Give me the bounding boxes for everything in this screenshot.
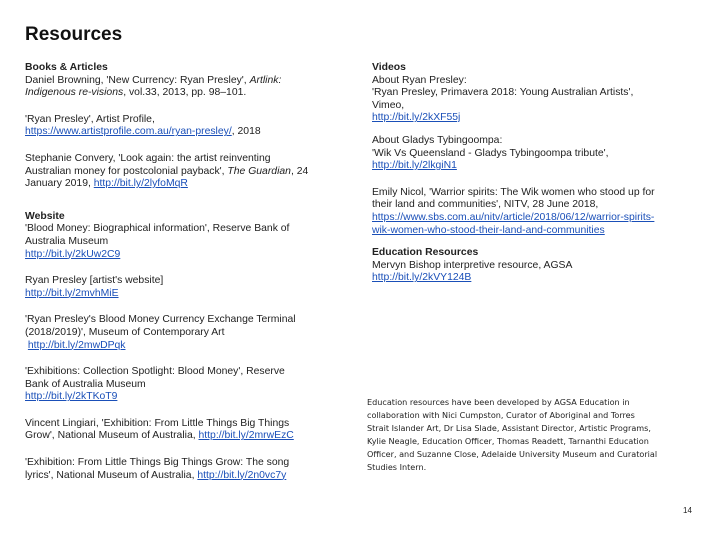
left-column bbox=[25, 62, 340, 496]
web5-line1: Vincent Lingiari, 'Exhibition: From Little Things Big Things bbox=[25, 417, 290, 429]
edu1-line1: Mervyn Bishop interpretive resource, AGSA bbox=[372, 259, 573, 271]
vid2-link[interactable]: http://bit.ly/2lkgiN1 bbox=[372, 160, 457, 172]
book2-entry bbox=[25, 114, 340, 139]
web1-link[interactable]: http://bit.ly/2kUw2C9 bbox=[25, 248, 121, 260]
book3-entry bbox=[25, 153, 340, 191]
web5-link[interactable]: http://bit.ly/2mrwEzC bbox=[198, 430, 294, 442]
vid2-entry bbox=[372, 135, 682, 173]
web3-line1: 'Ryan Presley's Blood Money Currency Exchange Terminal bbox=[25, 314, 296, 326]
website-heading: Website bbox=[25, 210, 65, 222]
vid3-link-part1[interactable]: https://www.sbs.com.au/nitv/article/2018/06/12/warrior-spirits- bbox=[372, 211, 655, 223]
vid3-link-line1 bbox=[372, 212, 682, 225]
web5-entry bbox=[25, 418, 340, 443]
vid2-line1: About Gladys Tybingoompa: bbox=[372, 134, 503, 146]
videos-section bbox=[372, 62, 682, 125]
web4-link[interactable]: http://bit.ly/2kTKoT9 bbox=[25, 391, 118, 403]
note-line6: Studies Intern. bbox=[367, 462, 427, 473]
note-line1: Education resources have been developed by AGSA Education in bbox=[367, 397, 630, 407]
web2-link-line bbox=[25, 288, 340, 301]
website-section bbox=[25, 211, 340, 261]
vid3-entry bbox=[372, 187, 682, 237]
web3-link-line bbox=[25, 340, 340, 353]
web4-line2: Bank of Australia Museum bbox=[25, 378, 146, 390]
right-column bbox=[372, 62, 682, 299]
books-heading: Books & Articles bbox=[25, 62, 108, 73]
web3-entry bbox=[25, 314, 340, 352]
book1-line2: Indigenous re-visions, vol.33, 2013, pp. 98–101. bbox=[25, 87, 247, 99]
vid1-line3: Vimeo, bbox=[372, 99, 405, 111]
web4-link-line bbox=[25, 391, 340, 404]
education-section bbox=[372, 247, 682, 285]
education-credits-note bbox=[367, 396, 697, 475]
web1-line2: Australia Museum bbox=[25, 235, 109, 247]
vid3-line2: their land and communities', NITV, 28 June 2018, bbox=[372, 199, 599, 211]
web6-entry bbox=[25, 457, 340, 482]
vid1-link[interactable]: http://bit.ly/2kXF55j bbox=[372, 112, 461, 124]
web2-link[interactable]: http://bit.ly/2mvhMiE bbox=[25, 287, 119, 299]
book3-line1: Stephanie Convery, 'Look again: the artist reinventing bbox=[25, 152, 271, 164]
videos-heading: Videos bbox=[372, 62, 406, 73]
vid3-link-line2 bbox=[372, 225, 682, 238]
web3-link[interactable]: http://bit.ly/2mwDPqk bbox=[27, 339, 126, 351]
vid2-link-line bbox=[372, 160, 682, 173]
web6-line2: lyrics', National Museum of Australia, http://bit.ly/2n0vc7y bbox=[25, 469, 287, 481]
book2-line2: https://www.artistprofile.com.au/ryan-presley/, 2018 bbox=[25, 126, 261, 138]
web4-entry bbox=[25, 366, 340, 404]
page-title: Resources bbox=[25, 24, 123, 45]
note-line3: Strait Islander Art, Dr Lisa Slade, Assistant Director, Artistic Programs, bbox=[367, 423, 651, 434]
books-articles-section bbox=[25, 62, 340, 100]
vid2-line2: 'Wik Vs Queensland - Gladys Tybingoompa tribute', bbox=[372, 147, 609, 159]
vid1-line2: 'Ryan Presley, Primavera 2018: Young Australian Artists', bbox=[372, 87, 634, 99]
web2-entry bbox=[25, 275, 340, 300]
book3-link[interactable]: http://bit.ly/2lyfoMqR bbox=[93, 178, 188, 190]
vid1-link-line bbox=[372, 112, 682, 125]
book3-line2: Australian money for postcolonial payback', The Guardian, 24 bbox=[25, 165, 309, 177]
book2-link[interactable]: https://www.artistprofile.com.au/ryan-presley/ bbox=[25, 126, 232, 138]
web2-line1: Ryan Presley [artist's website] bbox=[25, 275, 164, 287]
book3-line3: January 2019, http://bit.ly/2lyfoMqR bbox=[25, 178, 188, 190]
vid3-link-part2[interactable]: wik-women-who-stood-their-land-and-communities bbox=[372, 224, 605, 236]
web3-line2: (2018/2019)', Museum of Contemporary Art bbox=[25, 326, 225, 338]
education-heading: Education Resources bbox=[372, 247, 479, 259]
web1-line1: 'Blood Money: Biographical information', Reserve Bank of bbox=[25, 223, 290, 235]
book2-line1: 'Ryan Presley', Artist Profile, bbox=[25, 113, 155, 125]
edu1-link[interactable]: http://bit.ly/2kVY124B bbox=[372, 272, 472, 284]
web4-line1: 'Exhibitions: Collection Spotlight: Blood Money', Reserve bbox=[25, 366, 285, 378]
web6-line1: 'Exhibition: From Little Things Big Things Grow: The song bbox=[25, 457, 290, 469]
note-line4: Kylie Neagle, Education Officer, Thomas Readett, Tarnanthi Education bbox=[367, 436, 649, 447]
page-number: 14 bbox=[683, 506, 692, 515]
edu1-link-line bbox=[372, 272, 682, 285]
vid3-line1: Emily Nicol, 'Warrior spirits: The Wik women who stood up for bbox=[372, 186, 655, 198]
note-line5: Officer, and Suzanne Close, Adelaide University Museum and Curatorial bbox=[367, 449, 658, 460]
note-line2: collaboration with Nici Cumpston, Curator of Aboriginal and Torres bbox=[367, 410, 635, 421]
web1-link-line bbox=[25, 249, 340, 262]
book1-line1: Daniel Browning, 'New Currency: Ryan Presley', Artlink: bbox=[25, 74, 282, 86]
web6-link[interactable]: http://bit.ly/2n0vc7y bbox=[197, 469, 287, 481]
web5-line2: Grow', National Museum of Australia, http://bit.ly/2mrwEzC bbox=[25, 430, 294, 442]
vid1-line1: About Ryan Presley: bbox=[372, 74, 467, 86]
